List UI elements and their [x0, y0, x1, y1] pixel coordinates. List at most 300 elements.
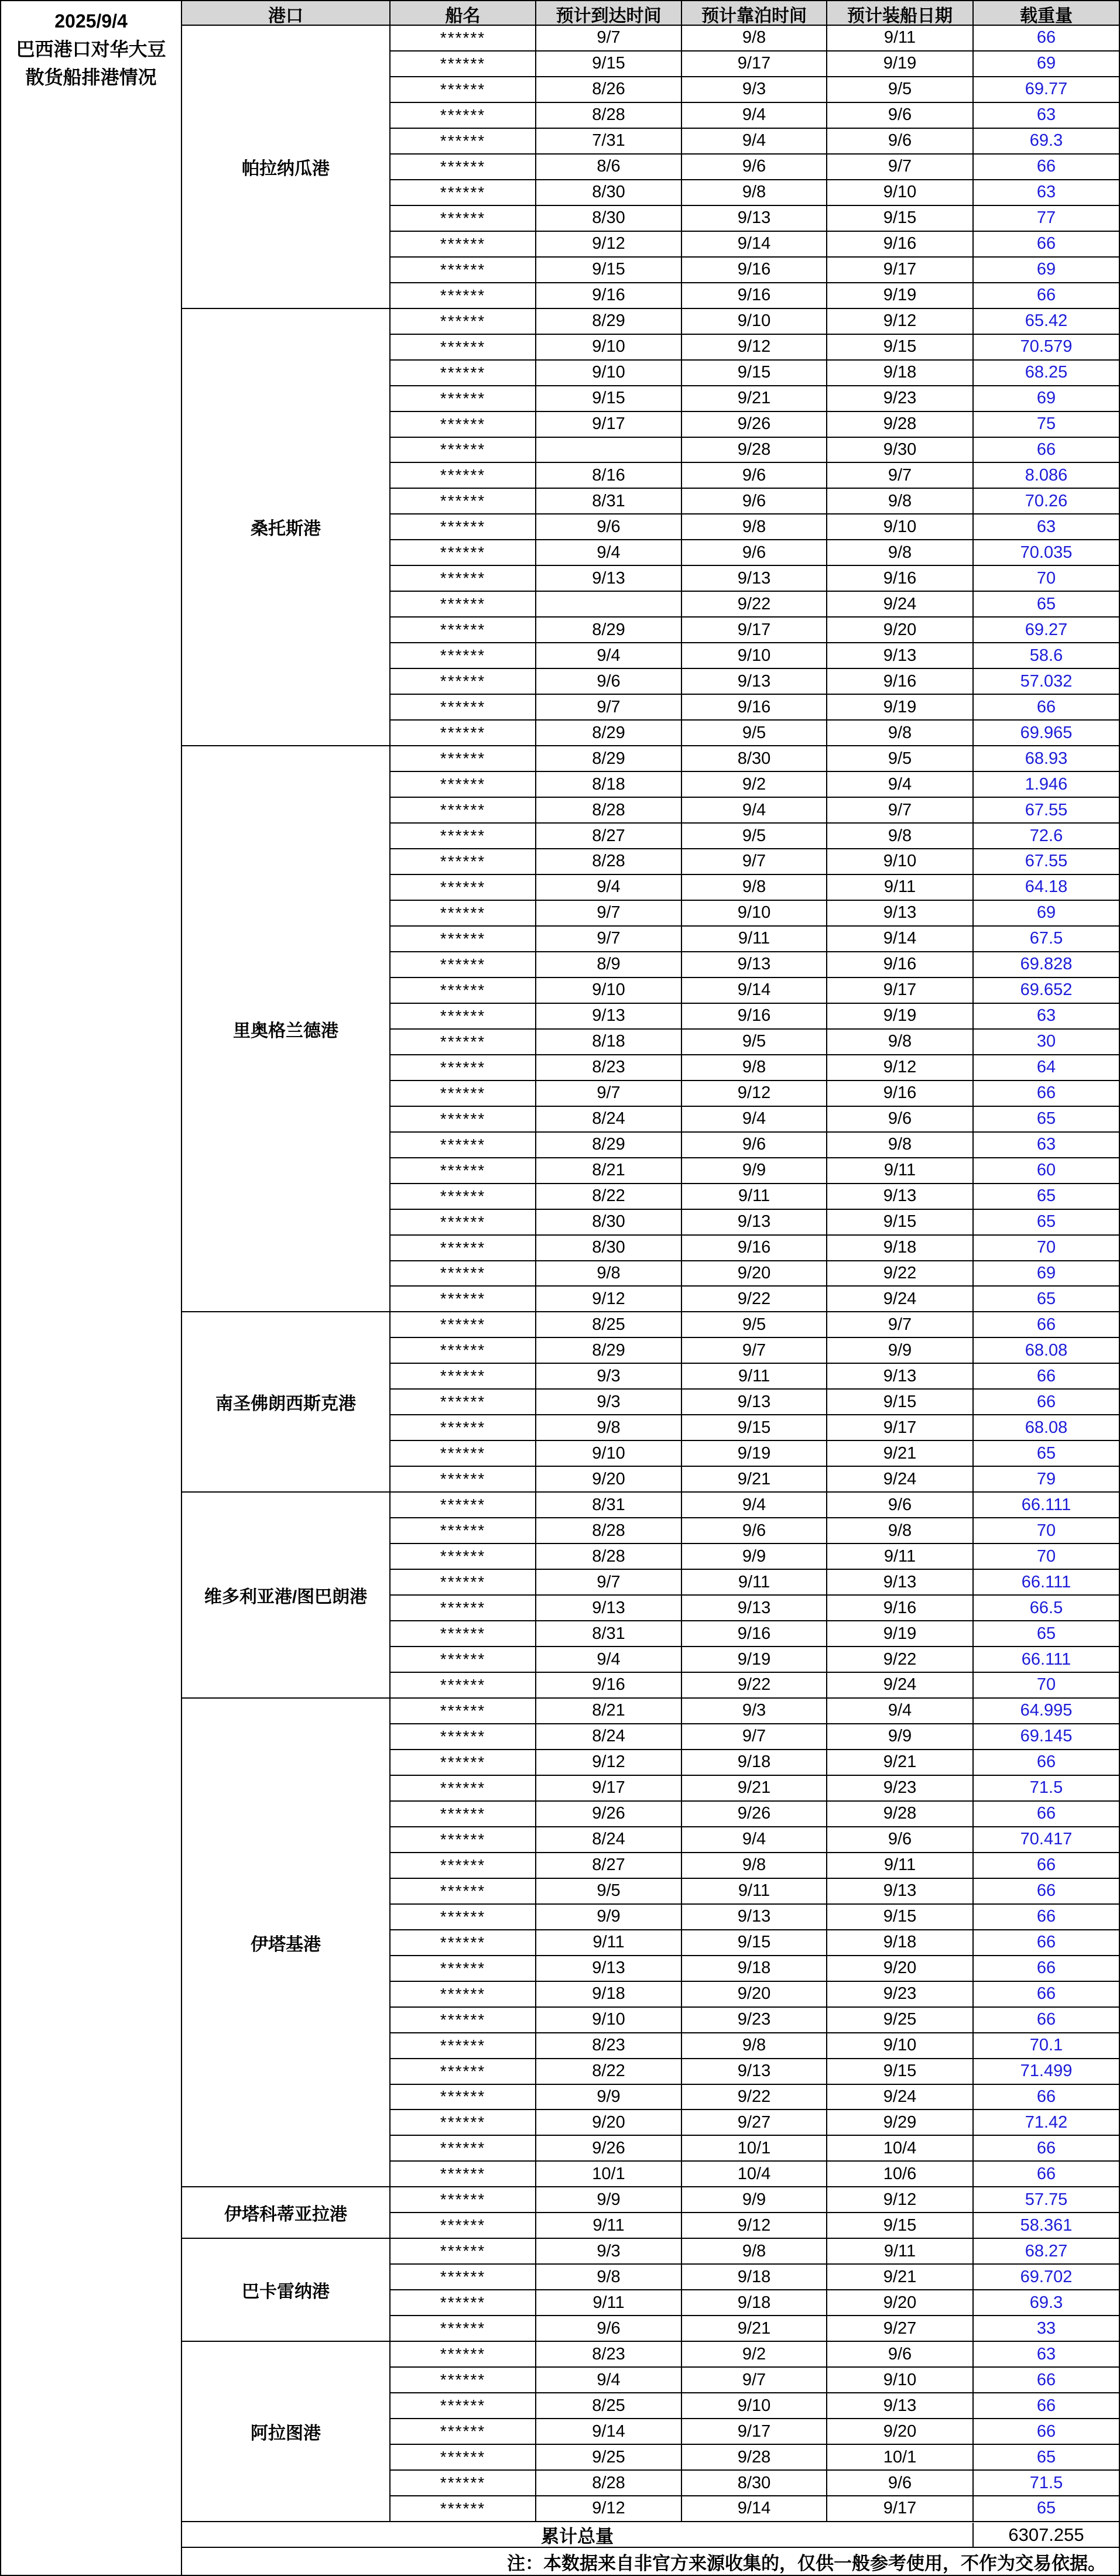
- loading-cell: 9/16: [827, 1081, 974, 1107]
- berth-cell: 9/23: [682, 2008, 827, 2033]
- dwt-cell: 58.361: [974, 2213, 1119, 2239]
- eta-cell: 8/23: [536, 1055, 682, 1081]
- loading-cell: 9/6: [827, 129, 974, 155]
- berth-cell: 9/12: [682, 1081, 827, 1107]
- eta-cell: 9/20: [536, 1467, 682, 1493]
- loading-cell: 9/14: [827, 927, 974, 952]
- eta-cell: 9/14: [536, 2419, 682, 2445]
- dwt-cell: 70.26: [974, 489, 1119, 514]
- eta-cell: 9/7: [536, 901, 682, 927]
- berth-cell: 9/3: [682, 1699, 827, 1724]
- dwt-cell: 70: [974, 1518, 1119, 1544]
- vessel-cell: ******: [391, 875, 536, 901]
- dwt-cell: 69.702: [974, 2265, 1119, 2290]
- eta-cell: 8/24: [536, 1724, 682, 1750]
- vessel-cell: ******: [391, 1853, 536, 1879]
- loading-cell: 9/23: [827, 1776, 974, 1802]
- dwt-cell: 66: [974, 1390, 1119, 1415]
- eta-cell: 10/1: [536, 2162, 682, 2187]
- eta-cell: 9/6: [536, 2316, 682, 2342]
- berth-cell: 9/8: [682, 514, 827, 540]
- eta-cell: 9/4: [536, 540, 682, 566]
- vessel-cell: ******: [391, 103, 536, 129]
- dwt-cell: 68.27: [974, 2239, 1119, 2265]
- loading-cell: 9/19: [827, 695, 974, 721]
- eta-cell: 9/9: [536, 1905, 682, 1930]
- berth-cell: 9/13: [682, 2059, 827, 2085]
- berth-cell: 9/21: [682, 386, 827, 412]
- berth-cell: 9/4: [682, 798, 827, 824]
- berth-cell: 9/9: [682, 1544, 827, 1570]
- eta-cell: 8/6: [536, 155, 682, 180]
- loading-cell: 9/12: [827, 2187, 974, 2213]
- vessel-cell: ******: [391, 2033, 536, 2059]
- berth-cell: 9/11: [682, 1570, 827, 1596]
- dwt-cell: 71.5: [974, 1776, 1119, 1802]
- berth-cell: 9/11: [682, 1184, 827, 1210]
- dwt-cell: 70: [974, 566, 1119, 592]
- eta-cell: 8/31: [536, 1493, 682, 1518]
- berth-cell: 9/17: [682, 618, 827, 643]
- dwt-cell: 8.086: [974, 463, 1119, 489]
- eta-cell: 8/9: [536, 952, 682, 978]
- eta-cell: 8/29: [536, 618, 682, 643]
- loading-cell: 9/6: [827, 2471, 974, 2496]
- berth-cell: 9/6: [682, 1133, 827, 1158]
- dwt-cell: 66: [974, 2162, 1119, 2187]
- berth-cell: 9/8: [682, 875, 827, 901]
- loading-cell: 9/20: [827, 618, 974, 643]
- eta-cell: 8/30: [536, 1210, 682, 1236]
- dwt-cell: 65: [974, 1287, 1119, 1312]
- eta-cell: 8/31: [536, 1621, 682, 1647]
- berth-cell: 9/28: [682, 438, 827, 464]
- berth-cell: 9/13: [682, 952, 827, 978]
- berth-cell: 9/16: [682, 695, 827, 721]
- dwt-cell: 68.08: [974, 1415, 1119, 1441]
- berth-cell: 9/16: [682, 283, 827, 309]
- eta-cell: 9/11: [536, 2290, 682, 2316]
- berth-cell: 9/12: [682, 335, 827, 361]
- dwt-cell: 66: [974, 26, 1119, 52]
- loading-cell: 10/1: [827, 2445, 974, 2471]
- loading-cell: 9/30: [827, 438, 974, 464]
- eta-cell: 8/28: [536, 849, 682, 875]
- eta-cell: [536, 592, 682, 618]
- dwt-cell: 66: [974, 1853, 1119, 1879]
- vessel-cell: ******: [391, 618, 536, 643]
- loading-cell: 9/11: [827, 1158, 974, 1184]
- loading-cell: 9/15: [827, 1905, 974, 1930]
- total-label: 累计总量: [182, 2523, 974, 2547]
- berth-cell: 9/6: [682, 463, 827, 489]
- eta-cell: 9/15: [536, 52, 682, 77]
- berth-cell: 9/8: [682, 1055, 827, 1081]
- berth-cell: 9/19: [682, 1647, 827, 1673]
- berth-cell: 9/13: [682, 1390, 827, 1415]
- eta-cell: 8/27: [536, 824, 682, 849]
- dwt-cell: 66: [974, 283, 1119, 309]
- loading-cell: 9/19: [827, 1621, 974, 1647]
- dwt-cell: 66: [974, 2419, 1119, 2445]
- berth-cell: 9/15: [682, 1930, 827, 1956]
- vessel-cell: ******: [391, 335, 536, 361]
- vessel-cell: ******: [391, 2059, 536, 2085]
- dwt-cell: 70.035: [974, 540, 1119, 566]
- berth-cell: 9/4: [682, 1827, 827, 1853]
- vessel-cell: ******: [391, 643, 536, 669]
- dwt-cell: 67.55: [974, 849, 1119, 875]
- eta-cell: 9/12: [536, 1287, 682, 1312]
- berth-cell: 9/9: [682, 2187, 827, 2213]
- total-value: 6307.255: [1008, 2524, 1084, 2545]
- loading-cell: 9/16: [827, 1596, 974, 1621]
- vessel-cell: ******: [391, 1905, 536, 1930]
- berth-cell: 9/10: [682, 901, 827, 927]
- dwt-cell: 70: [974, 1544, 1119, 1570]
- vessel-cell: ******: [391, 412, 536, 438]
- report-date: 2025/9/4: [54, 11, 128, 32]
- port-group-cell-6: 伊塔科蒂亚拉港: [182, 2187, 391, 2239]
- berth-cell: 9/17: [682, 52, 827, 77]
- vessel-cell: ******: [391, 1596, 536, 1621]
- col-header-port: 港口: [182, 1, 391, 27]
- dwt-cell: 33: [974, 2316, 1119, 2342]
- vessel-cell: ******: [391, 849, 536, 875]
- vessel-cell: ******: [391, 1570, 536, 1596]
- dwt-cell: 66.111: [974, 1647, 1119, 1673]
- loading-cell: 9/17: [827, 258, 974, 283]
- eta-cell: 9/15: [536, 386, 682, 412]
- dwt-cell: 68.08: [974, 1338, 1119, 1364]
- dwt-cell: 65: [974, 1441, 1119, 1467]
- loading-cell: 9/17: [827, 978, 974, 1004]
- loading-cell: 9/7: [827, 1312, 974, 1338]
- eta-cell: 9/11: [536, 2213, 682, 2239]
- loading-cell: 9/6: [827, 103, 974, 129]
- eta-cell: 8/25: [536, 2393, 682, 2419]
- dwt-cell: 60: [974, 1158, 1119, 1184]
- loading-cell: 9/18: [827, 1930, 974, 1956]
- port-group-cell-7: 巴卡雷纳港: [182, 2239, 391, 2342]
- loading-cell: 9/21: [827, 2265, 974, 2290]
- vessel-cell: ******: [391, 2187, 536, 2213]
- berth-cell: 9/4: [682, 129, 827, 155]
- port-group-cell-1: 桑托斯港: [182, 309, 391, 746]
- loading-cell: 9/20: [827, 2290, 974, 2316]
- eta-cell: 9/12: [536, 232, 682, 258]
- dwt-cell: 30: [974, 1030, 1119, 1055]
- vessel-cell: ******: [391, 1030, 536, 1055]
- eta-cell: 8/28: [536, 103, 682, 129]
- dwt-cell: 65: [974, 1184, 1119, 1210]
- dwt-cell: 63: [974, 1004, 1119, 1030]
- eta-cell: 9/6: [536, 669, 682, 695]
- eta-cell: 9/7: [536, 695, 682, 721]
- eta-cell: 8/18: [536, 1030, 682, 1055]
- loading-cell: 9/24: [827, 2085, 974, 2111]
- dwt-cell: 66: [974, 1930, 1119, 1956]
- vessel-cell: ******: [391, 2445, 536, 2471]
- dwt-cell: 69.828: [974, 952, 1119, 978]
- eta-cell: 8/27: [536, 1853, 682, 1879]
- loading-cell: 9/10: [827, 2368, 974, 2393]
- loading-cell: 9/21: [827, 1441, 974, 1467]
- berth-cell: 9/4: [682, 1107, 827, 1133]
- eta-cell: 7/31: [536, 129, 682, 155]
- berth-cell: 9/13: [682, 1210, 827, 1236]
- eta-cell: 8/29: [536, 721, 682, 746]
- dwt-cell: 66: [974, 232, 1119, 258]
- eta-cell: 8/28: [536, 2471, 682, 2496]
- dwt-cell: 65: [974, 2496, 1119, 2522]
- eta-cell: 9/4: [536, 2368, 682, 2393]
- loading-cell: 9/7: [827, 798, 974, 824]
- dwt-cell: 69: [974, 901, 1119, 927]
- vessel-cell: ******: [391, 1287, 536, 1312]
- vessel-cell: ******: [391, 2265, 536, 2290]
- vessel-cell: ******: [391, 232, 536, 258]
- eta-cell: 9/7: [536, 1570, 682, 1596]
- vessel-cell: ******: [391, 952, 536, 978]
- dwt-cell: 69.27: [974, 618, 1119, 643]
- vessel-cell: ******: [391, 1621, 536, 1647]
- eta-cell: 8/29: [536, 746, 682, 772]
- col-header-dwt: 载重量: [1020, 6, 1073, 26]
- eta-cell: 9/16: [536, 1673, 682, 1699]
- eta-cell: 9/7: [536, 26, 682, 52]
- dwt-cell: 66: [974, 1802, 1119, 1827]
- berth-cell: 9/4: [682, 103, 827, 129]
- eta-cell: 9/10: [536, 1441, 682, 1467]
- berth-cell: 9/7: [682, 1338, 827, 1364]
- loading-cell: 9/20: [827, 2419, 974, 2445]
- dwt-cell: 66.5: [974, 1596, 1119, 1621]
- eta-cell: 9/3: [536, 2239, 682, 2265]
- vessel-cell: ******: [391, 1184, 536, 1210]
- dwt-cell: 66: [974, 2136, 1119, 2162]
- berth-cell: 9/15: [682, 361, 827, 386]
- loading-cell: 9/8: [827, 1133, 974, 1158]
- dwt-cell: 66.111: [974, 1493, 1119, 1518]
- eta-cell: 9/9: [536, 2187, 682, 2213]
- vessel-cell: ******: [391, 1415, 536, 1441]
- vessel-cell: ******: [391, 2085, 536, 2111]
- port-group-cell-5: 伊塔基港: [182, 1699, 391, 2187]
- dwt-cell: 68.25: [974, 361, 1119, 386]
- eta-cell: 9/17: [536, 412, 682, 438]
- berth-cell: 9/21: [682, 1776, 827, 1802]
- vessel-cell: ******: [391, 2419, 536, 2445]
- vessel-cell: ******: [391, 824, 536, 849]
- vessel-cell: ******: [391, 772, 536, 798]
- berth-cell: 9/28: [682, 2445, 827, 2471]
- berth-cell: 9/14: [682, 978, 827, 1004]
- loading-cell: 9/7: [827, 463, 974, 489]
- loading-cell: 9/13: [827, 1879, 974, 1905]
- loading-cell: 9/15: [827, 335, 974, 361]
- port-group-cell-2: 里奥格兰德港: [182, 746, 391, 1312]
- dwt-cell: 66.111: [974, 1570, 1119, 1596]
- berth-cell: 9/13: [682, 1596, 827, 1621]
- col-header-eta: 预计到达时间: [536, 1, 682, 27]
- vessel-cell: ******: [391, 2110, 536, 2136]
- loading-cell: 9/19: [827, 283, 974, 309]
- vessel-cell: ******: [391, 1107, 536, 1133]
- dwt-cell: 66: [974, 438, 1119, 464]
- dwt-cell: 70.417: [974, 1827, 1119, 1853]
- port-group-cell-4: 维多利亚港/图巴朗港: [182, 1493, 391, 1699]
- loading-cell: 9/6: [827, 1827, 974, 1853]
- dwt-cell: 66: [974, 155, 1119, 180]
- eta-cell: 8/30: [536, 180, 682, 206]
- dwt-cell: 64: [974, 1055, 1119, 1081]
- eta-cell: 8/21: [536, 1158, 682, 1184]
- summary-row: [182, 2523, 1119, 2548]
- berth-cell: 9/4: [682, 1493, 827, 1518]
- berth-cell: 9/11: [682, 927, 827, 952]
- loading-cell: 9/13: [827, 901, 974, 927]
- berth-cell: 9/5: [682, 721, 827, 746]
- dwt-cell: 66: [974, 1081, 1119, 1107]
- berth-cell: 9/22: [682, 1673, 827, 1699]
- berth-cell: 9/8: [682, 2033, 827, 2059]
- loading-cell: 9/7: [827, 155, 974, 180]
- dwt-cell: 63: [974, 514, 1119, 540]
- eta-cell: 9/18: [536, 1982, 682, 2008]
- table-header-row: [182, 1, 1119, 26]
- loading-cell: 9/18: [827, 1236, 974, 1261]
- eta-cell: 8/28: [536, 798, 682, 824]
- loading-cell: 9/10: [827, 180, 974, 206]
- loading-cell: 9/15: [827, 1210, 974, 1236]
- berth-cell: 9/20: [682, 1982, 827, 2008]
- col-header-vessel: 船名: [391, 1, 536, 27]
- loading-cell: 10/6: [827, 2162, 974, 2187]
- dwt-cell: 69.965: [974, 721, 1119, 746]
- dwt-cell: 65: [974, 1621, 1119, 1647]
- eta-cell: 9/4: [536, 875, 682, 901]
- eta-cell: 9/6: [536, 514, 682, 540]
- vessel-cell: ******: [391, 52, 536, 77]
- berth-cell: 9/21: [682, 2316, 827, 2342]
- berth-cell: 9/5: [682, 1312, 827, 1338]
- berth-cell: 9/22: [682, 2085, 827, 2111]
- loading-cell: 9/10: [827, 849, 974, 875]
- loading-cell: 9/9: [827, 1338, 974, 1364]
- dwt-cell: 69.652: [974, 978, 1119, 1004]
- berth-cell: 8/30: [682, 746, 827, 772]
- loading-cell: 9/11: [827, 26, 974, 52]
- loading-cell: 9/11: [827, 2239, 974, 2265]
- table-body: [182, 26, 1119, 2523]
- loading-cell: 9/24: [827, 1467, 974, 1493]
- eta-cell: 9/13: [536, 1956, 682, 1982]
- dwt-cell: 63: [974, 1133, 1119, 1158]
- dwt-cell: 67.55: [974, 798, 1119, 824]
- loading-cell: 9/16: [827, 669, 974, 695]
- dwt-cell: 66: [974, 1312, 1119, 1338]
- dwt-cell: 69: [974, 52, 1119, 77]
- dwt-cell: 70.1: [974, 2033, 1119, 2059]
- eta-cell: 9/8: [536, 1261, 682, 1287]
- dwt-cell: 69: [974, 1261, 1119, 1287]
- loading-cell: 9/8: [827, 1030, 974, 1055]
- loading-cell: 9/12: [827, 309, 974, 335]
- eta-cell: 9/13: [536, 566, 682, 592]
- eta-cell: 8/24: [536, 1107, 682, 1133]
- berth-cell: 9/10: [682, 309, 827, 335]
- vessel-cell: ******: [391, 1802, 536, 1827]
- vessel-cell: ******: [391, 258, 536, 283]
- port-group-cell-3: 南圣佛朗西斯克港: [182, 1312, 391, 1493]
- vessel-cell: ******: [391, 1312, 536, 1338]
- loading-cell: 9/8: [827, 1518, 974, 1544]
- loading-cell: 9/29: [827, 2110, 974, 2136]
- eta-cell: 9/4: [536, 1647, 682, 1673]
- dwt-cell: 57.032: [974, 669, 1119, 695]
- berth-cell: 9/13: [682, 566, 827, 592]
- dwt-cell: 70.579: [974, 335, 1119, 361]
- berth-cell: 9/14: [682, 2496, 827, 2522]
- berth-cell: 9/10: [682, 643, 827, 669]
- dwt-cell: 66: [974, 1982, 1119, 2008]
- eta-cell: 9/12: [536, 2496, 682, 2522]
- report-title-cell: [1, 1, 182, 2575]
- port-group-cell-8: 阿拉图港: [182, 2342, 391, 2522]
- vessel-cell: ******: [391, 1699, 536, 1724]
- vessel-cell: ******: [391, 283, 536, 309]
- vessel-cell: ******: [391, 514, 536, 540]
- vessel-cell: ******: [391, 2342, 536, 2368]
- dwt-cell: 58.6: [974, 643, 1119, 669]
- loading-cell: 9/15: [827, 2213, 974, 2239]
- berth-cell: 10/4: [682, 2162, 827, 2187]
- eta-cell: 9/13: [536, 1596, 682, 1621]
- loading-cell: 9/4: [827, 1699, 974, 1724]
- loading-cell: 9/28: [827, 1802, 974, 1827]
- vessel-cell: ******: [391, 566, 536, 592]
- loading-cell: 9/15: [827, 206, 974, 232]
- loading-cell: 9/19: [827, 52, 974, 77]
- dwt-cell: 66: [974, 2008, 1119, 2033]
- vessel-cell: ******: [391, 1133, 536, 1158]
- berth-cell: 9/9: [682, 1158, 827, 1184]
- loading-cell: 9/5: [827, 77, 974, 103]
- footnote: 注：本数据来自非官方来源收集的，仅供一般参考使用，不作为交易依据。: [507, 2553, 1106, 2574]
- loading-cell: 9/13: [827, 1364, 974, 1390]
- loading-cell: 9/9: [827, 1724, 974, 1750]
- vessel-cell: ******: [391, 1055, 536, 1081]
- berth-cell: 9/2: [682, 2342, 827, 2368]
- vessel-cell: ******: [391, 438, 536, 464]
- eta-cell: 8/23: [536, 2342, 682, 2368]
- loading-cell: 9/16: [827, 566, 974, 592]
- vessel-cell: ******: [391, 361, 536, 386]
- eta-cell: 9/11: [536, 1930, 682, 1956]
- dwt-cell: 77: [974, 206, 1119, 232]
- loading-cell: 9/5: [827, 746, 974, 772]
- loading-cell: 9/16: [827, 952, 974, 978]
- loading-cell: 9/6: [827, 1107, 974, 1133]
- berth-cell: 9/16: [682, 1004, 827, 1030]
- eta-cell: 9/3: [536, 1390, 682, 1415]
- vessel-cell: ******: [391, 489, 536, 514]
- vessel-cell: ******: [391, 1467, 536, 1493]
- vessel-cell: ******: [391, 721, 536, 746]
- berth-cell: 9/17: [682, 2419, 827, 2445]
- dwt-cell: 70: [974, 1673, 1119, 1699]
